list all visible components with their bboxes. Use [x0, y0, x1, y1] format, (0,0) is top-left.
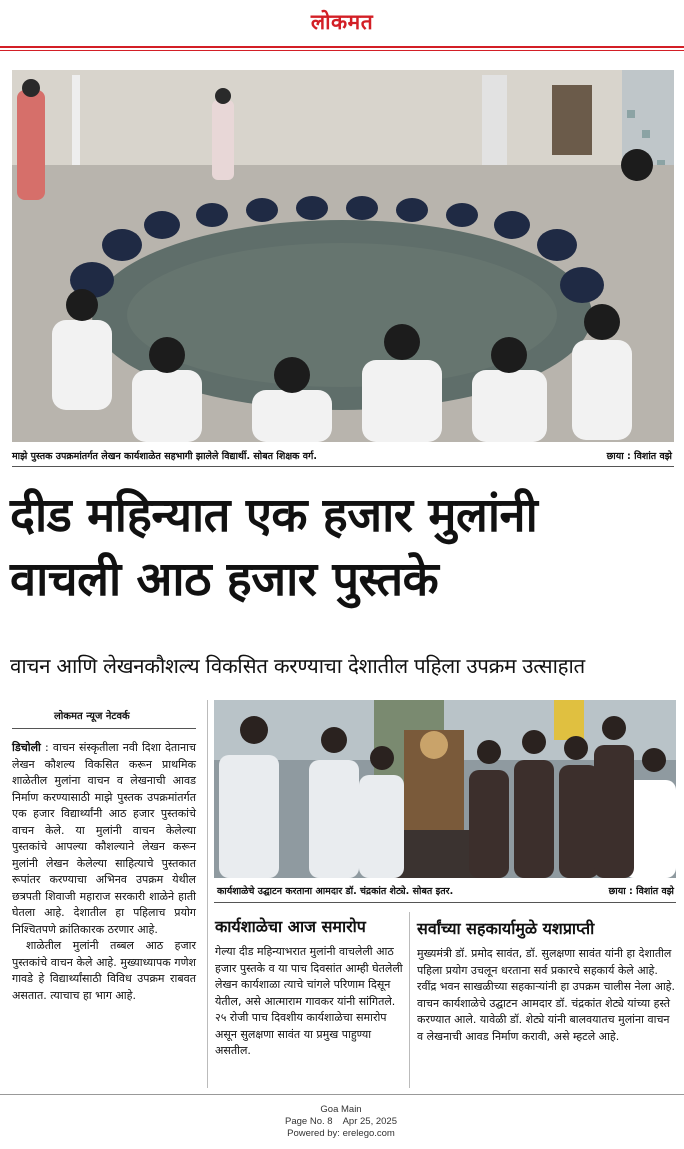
article-paragraph-1-text: : वाचन संस्कृतीला नवी दिशा देतानाच लेखन कौशल्य विकसित करून प्राथमिक शाळेतील मुलांना वाचन व लेखनाची आवड निर्माण करण्यासाठी माझे पुस्तक उपक्रमांतर्गत एक हजार विद्यार्थ्यांनी आठ हजार पुस्तकांचे वाचन केले. या मुलांनी वाचन केलेल्या पुस्तकांचे आपल्या कौशल्याने लेखन करून मुलांनी लेखन केलेल्या साहित्याचे पुस्तकात रूपांतर करण्याचा अभिनव उपक्रम येथील छत्रपती शिवाजी महाराज सरकारी शाळेने हाती घेतला आहे. देशातील हा पहिलाच प्रयोग निश्चितपणे क्रांतिकारक ठरणार आहे. [12, 741, 196, 936]
footer-rule [0, 1094, 684, 1095]
dateline: डिचोली [12, 741, 41, 754]
main-photo [12, 70, 674, 442]
article-paragraph [12, 740, 196, 938]
cooperation-title: सर्वांच्या सहकार्यामुळे यशप्राप्ती [417, 919, 595, 938]
column-divider [207, 700, 208, 1088]
headline-line-1: दीड महिन्यात एक हजार मुलांनी [10, 488, 538, 543]
workshop-conclusion-text: गेल्या दीड महिन्याभरात मुलांनी वाचलेली आठ हजार पुस्तके व या पाच दिवसांत आम्ही घेतलेली लेखन कार्यशाळा त्याचे चांगले परिणाम दिसून येतील, असे आत्माराम गावकर यांनी सांगितले. २५ रोजी पाच दिवशीय कार्यशाळेचा समारोप असून सुलक्षणा सावंत या प्रमुख पाहुण्या असतील. [215, 945, 403, 1057]
inauguration-caption-rule [214, 902, 676, 903]
headline [10, 484, 674, 612]
inauguration-caption: कार्यशाळेचे उद्घाटन करताना आमदार डॉ. चंद्रकांत शेट्ये. सोबत इतर. [217, 886, 454, 897]
main-photo-credit: छाया : विशांत वझे [606, 451, 672, 462]
footer-page-date: Page No. 8 Apr 25, 2025 [285, 1116, 397, 1127]
lokmat-logo: लोकमत [310, 10, 374, 34]
footer-powered-by: Powered by: erelego.com [287, 1128, 395, 1139]
headline-line-2: वाचली आठ हजार पुस्तके [10, 552, 439, 607]
masthead-rule [0, 50, 684, 51]
footer-edition: Goa Main [320, 1104, 362, 1115]
byline-rule [12, 728, 196, 729]
main-photo-caption: माझे पुस्तक उपक्रमांतर्गत लेखन कार्यशाळेत सहभागी झालेले विद्यार्थी. सोबत शिक्षक वर्ग. [12, 451, 317, 462]
article-paragraph-2: शाळेतील मुलांनी तब्बल आठ हजार पुस्तकांचे वाचन केले आहे. मुख्याध्यापक गणेश गावडे हे विद्यार्थ्यांसाठी विविध उपक्रम राबवत असतात. त्याचाच हा भाग आहे. [12, 939, 196, 1002]
subheadline: वाचन आणि लेखनकौशल्य विकसित करण्याचा देशातील पहिला उपक्रम उत्साहात [10, 654, 585, 678]
workshop-conclusion-title: कार्यशाळेचा आज समारोप [215, 917, 366, 936]
cooperation-text: मुख्यमंत्री डॉ. प्रमोद सावंत, डॉ. सुलक्षणा सावंत यांनी हा देशातील पहिला प्रयोग उचलून धरताना सर्व प्रकारचे सहकार्य केले आहे. रवींद्र भवन साखळीच्या सहकाऱ्यांनी हा उपक्रम चालीस नेला आहे. वाचन कार्यशाळेचे उद्घाटन आमदार डॉ. चंद्रकांत शेट्ये यांच्या हस्ते करण्यात आले. यावेळी डॉ. शेट्ये यांनी बालवयातच मुलांना वाचन व लेखनाची आवड निर्माण करावी, असे म्हटले आहे. [417, 947, 676, 1043]
caption-rule [12, 466, 674, 467]
article-body [12, 740, 196, 1004]
byline: लोकमत न्यूज नेटवर्क [54, 711, 130, 722]
footer [0, 1104, 684, 1140]
masthead [0, 0, 684, 48]
column-divider-2 [409, 912, 410, 1088]
inauguration-photo [214, 700, 676, 878]
inauguration-credit: छाया : विशांत वझे [608, 886, 674, 897]
